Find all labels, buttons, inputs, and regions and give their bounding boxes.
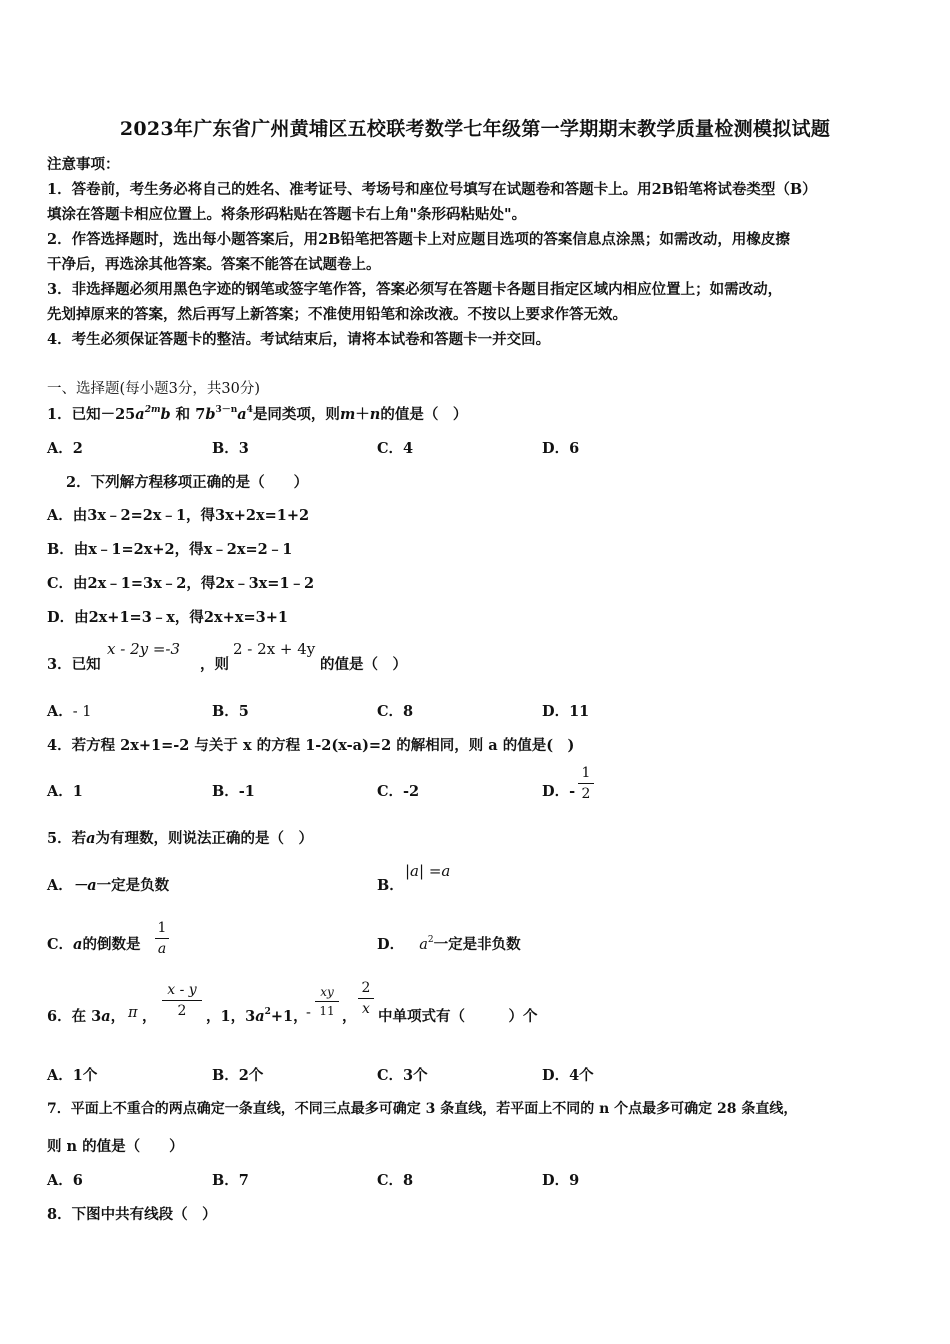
notice-line-1: 1．答卷前，考生务必将自己的姓名、准考证号、考场号和座位号填写在试题卷和答题卡上。用2B铅笔将试卷类型（B）	[47, 181, 817, 198]
question-7-option-b: B．7	[212, 1172, 249, 1189]
notice-line-3: 2．作答选择题时，选出每小题答案后，用2B铅笔把答题卡上对应题目选项的答案信息点涂黑；如需改动，用橡皮擦	[47, 231, 790, 248]
notice-line-6: 先划掉原来的答案，然后再写上新答案；不准使用铅笔和涂改液。不按以上要求作答无效。	[47, 306, 627, 323]
notice-line-5: 3．非选择题必须用黑色字迹的钢笔或签字笔作答，答案必须写在答题卡各题目指定区域内相应位置上；如需改动，	[47, 281, 783, 298]
notice-line-4: 干净后，再选涂其他答案。答案不能答在试题卷上。	[47, 256, 381, 273]
question-3-prefix: 3．已知	[47, 656, 101, 673]
question-2-option-c: C．由2x﹣1=3x﹣2，得2x﹣3x=1﹣2	[47, 575, 315, 592]
question-5-option-c-fraction: 1 a	[155, 920, 169, 957]
question-6-mid: ，1，$3a^2+1$，	[206, 1007, 308, 1025]
question-1-option-a: A．2	[47, 440, 83, 457]
question-4-option-a: A．1	[47, 783, 83, 800]
question-3-option-b: B．5	[212, 703, 249, 720]
question-2-option-d: D．由2x+1=3﹣x，得2x+x=3+1	[47, 609, 288, 626]
question-6-option-a: A．1个	[47, 1067, 98, 1084]
question-7-stem-line-2: 则 n 的值是（ ）	[47, 1138, 184, 1155]
question-6-fraction-1: x - y 2	[162, 982, 202, 1019]
question-3-option-a: A．- 1	[47, 703, 92, 720]
question-6-pi: π	[128, 1005, 138, 1021]
notice-heading: 注意事项：	[47, 156, 120, 173]
question-5-option-a: A．－a一定是负数	[47, 877, 170, 894]
question-7-option-a: A．6	[47, 1172, 83, 1189]
question-6-option-b: B．2个	[212, 1067, 264, 1084]
question-6-fraction-2: xy 11	[315, 985, 339, 1018]
question-5-stem: 5．若a为有理数，则说法正确的是（ ）	[47, 830, 313, 847]
question-7-option-c: C．8	[377, 1172, 414, 1189]
question-2-stem: 2．下列解方程移项正确的是（ ）	[66, 474, 309, 491]
question-5-option-d: D． $a^2$一定是非负数	[377, 935, 521, 953]
question-3-end: 的值是（ ）	[320, 656, 407, 673]
question-5-option-b-math: |a| =a	[405, 862, 451, 880]
question-1-stem: 1．已知$-25a^{2m}b$ 和 $7b^{3-n}a^4$是同类项，则m＋n的值是（ ）	[47, 405, 468, 423]
question-4-option-c: C．-2	[377, 783, 420, 800]
question-6-comma-2: ，	[342, 1008, 357, 1025]
question-3-option-c: C．8	[377, 703, 414, 720]
question-1-option-b: B．3	[212, 440, 249, 457]
question-2-option-b: B．由x﹣1=2x+2，得x﹣2x=2﹣1	[47, 541, 293, 558]
question-2-option-a: A．由3x﹣2=2x﹣1，得3x+2x=1+2	[47, 507, 310, 524]
question-6-negative-sign: -	[306, 1005, 311, 1021]
question-6-option-d: D．4个	[542, 1067, 594, 1084]
question-4-option-d-fraction: 1 2	[578, 765, 594, 802]
notice-line-2: 填涂在答题卡相应位置上。将条形码粘贴在答题卡右上角"条形码粘贴处"。	[47, 206, 527, 223]
exam-title: 2023年广东省广州黄埔区五校联考数学七年级第一学期期末教学质量检测模拟试题	[119, 118, 831, 140]
question-3-mid: ，则	[200, 656, 229, 673]
question-1-option-d: D．6	[542, 440, 580, 457]
question-4-stem: 4．若方程 2x+1=-2 与关于 x 的方程 1-2(x-a)=2 的解相同，则 a 的值是( )	[47, 737, 575, 754]
question-5-option-b-label: B．	[377, 877, 404, 894]
question-6-fraction-3: 2 x	[358, 980, 374, 1017]
question-5-option-c: C．a的倒数是	[47, 936, 141, 953]
question-3-expression: 2 - 2x + 4y	[233, 640, 316, 658]
question-3-option-d: D．11	[542, 703, 590, 720]
question-6-comma-1: ，	[142, 1008, 157, 1025]
question-3-equation: x - 2y =-3	[107, 640, 181, 658]
question-6-end: 中单项式有（ ）个	[378, 1008, 538, 1025]
question-8-stem: 8．下图中共有线段（ ）	[47, 1206, 217, 1223]
question-1-option-c: C．4	[377, 440, 414, 457]
question-6-prefix: 6．在 3a，	[47, 1008, 126, 1025]
question-7-stem-line-1: 7．平面上不重合的两点确定一条直线，不同三点最多可确定 3 条直线，若平面上不同的 n 个点最多可确定 28 条直线，	[47, 1101, 798, 1117]
question-4-option-d-label: D．-	[542, 783, 576, 800]
section-heading: 一、选择题(每小题3分，共30分)	[47, 381, 260, 397]
question-6-option-c: C．3个	[377, 1067, 428, 1084]
question-7-option-d: D．9	[542, 1172, 580, 1189]
notice-line-7: 4．考生必须保证答题卡的整洁。考试结束后，请将本试卷和答题卡一并交回。	[47, 331, 551, 348]
question-4-option-b: B．-1	[212, 783, 255, 800]
